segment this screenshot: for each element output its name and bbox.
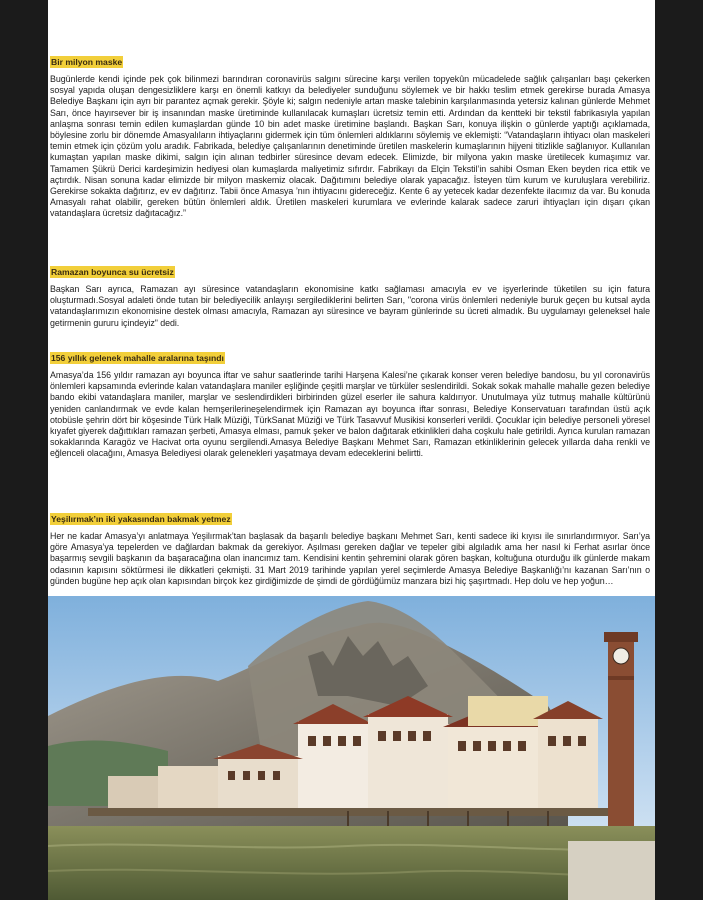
section-heading-masks: Bir milyon maske [51,57,123,67]
section-heading-water: Ramazan boyunca su ücretsiz [51,267,174,277]
amasya-riverside-houses-photo [48,596,655,900]
section-body-masks: Bugünlerde kendi içinde pek çok bilinmezi barındıran coronavirüs salgını sürecine karşı verilen topyekûn mücadelede sağlık çalışanları başı çekerken sosyal yapıda oluşan dengesizliklere karşı en önemli katkıyı da belediyeler sunduğunu söylemek ve bir hakkı teslim etmek gerekirse burada Amasya Belediye Başkanı için ayrı bir parantez açmak gerekir. Şöyle ki; salgın nedeniyle artan maske talebinin karşılanmasında yetersiz kalınan günlerde Mehmet Sarı, önce hayırsever bir iş insanından maske üretiminde kullanılacak kumaşları ücretsiz temin etti. Ardından da kentteki bir tekstil fabrikasıyla yapılan anlaşma sonrası temin edilen kumaşlardan günde 10 bin adet maske üretimine başlandı. Başkan Sarı, konuya ilişkin o günlerde yaptığı açıklamada, böylesine zorlu bir dönemde Amasyalıların ihtiyaçlarını gidermek için tüm önlemleri aldıklarını söylemiş ve eklemişti: “Vatandaşların ihtiyacı olan maskeleri temin etmek için çözüm yolu aradık. Fabrikada, belediye çalışanlarının denetiminde üretilen maskelerin kumaşlarının hijyeni titizlikle sağlanıyor. Kullanılan kumaştan yapılan maske dikimi, salgın için alınan tedbirler süresince devam edecek. Elimizde, bir milyona yakın maske üretilecek kumaşımız var. Tamamen Şükrü Derici kardeşimizin hediyesi olan kumaşlarda maliyetimiz sıfırdır. Fabrikayı da Elçin Tekstil’in sahibi Osman Eken beyden rica ettik ve açtırdık. Nisan sonuna kadar elimizde bir milyon maskemiz olacak. Dağıtımını belediye olarak yapacağız. İsteyen tüm kurum ve kuruluşlara verebiliriz. Gerekirse sokakta dağıtırız, ev ev dağıtırız. Tabii önce Amasya ’nın ihtiyacını gidereceğiz. Kente 6 ay yetecek kadar dezenfekte ilacımız da var. Bu konuda Amasyalı rahat olabilir, gereken bütün önlemleri aldık. Üretilen maskeleri kurumlara ve evlerinde kalarak sadece zaruri ihtiyaçları için dışarı çıkan vatandaşlara ücretsiz dağıtacağız.” [50,74,650,219]
right-margin [655,0,703,900]
section-body-yesilirmak: Her ne kadar Amasya’yı anlatmaya Yeşilırmak’tan başlasak da başarılı belediye başkanı Mehmet Sarı, kenti sadece iki kıyısı ile sınırlandırmıyor. Sarı’ya göre Amasya’ya tepelerden ve dağlardan bakmak da gerekiyor. Aşılması gereken dağlar ve tepeler gibi algıladık ama her nasıl ki Ferhat asırlar önce başarmış sevgili başkanın da başaracağına olan inancımız tam. Kendisini kentin şehremini olarak gören başkan, koltuğuna oturduğu ilk günlerde makam odasının kapısını söktürmesi ile dikkatleri çekmişti. 31 Mart 2019 tarihinde yapılan yerel seçimlerde Amasya Belediye Başkanlığı’nı kazanan Sarı’nın o günden bugüne hep açık olan kapısından birçok kez girdiğimizde de şimdi de gördüğümüz manzara bizi hiç şaşırtmadı. Hep dolu ve hep yoğun… [50,531,650,586]
section-heading-tradition: 156 yıllık gelenek mahalle aralarına taşındı [51,353,224,363]
section-heading-yesilirmak: Yeşilırmak’ın iki yakasından bakmak yetmez [51,514,231,524]
section-body-tradition: Amasya’da 156 yıldır ramazan ayı boyunca iftar ve sahur saatlerinde tarihi Harşena Kalesi’ne çıkarak konser veren belediye bandosu, bu yıl coronavirüs önlemleri kapsamında evlerinde kalan vatandaşlara maniler eşliğinde çeşitli marşlar ve türküler seslendirildi. Sokak sokak mahalle mahalle gezen belediye bando ekibi vatandaşlara maniler, marşlar ve seslendirdikleri birbirinden güzel eserler ile sahura kaldırıyor. Unutulmaya yüz tutmuş mahalle kültürünü yeniden canlandırmak ve evde kalan hemşerilerineşelendirmek için Ramazan ayı boyunca iftar sonrası, Belediye Konservatuarı tarafından üstü açık otobüsle şehrin dört bir köşesinde Türk Halk Müziği, TürkSanat Müziği ve Türk Tasavvuf Musikisi konserleri verildi. Çocuklar için belediye personeli yöresel kıyafet giyerek dağıttıkları ramazan şerbeti, Amasya elması, pamuk şeker ve balon dağıtarak etkinlikleri daha coşkulu hale getirildi. Ayrıca kurulan ramazan sokaklarında Karagöz ve Hacivat orta oyunu sergilendi.Amasya Belediye Başkanı Mehmet Sarı, Ramazan etkinliklerinin gelecek yıllarda daha renkli ve eğlenceli olacağını, Amasya Belediyesi olarak gelenekleri yaşatmaya devam edeceklerini belirtti. [50,370,650,459]
left-margin [0,0,48,900]
section-body-water: Başkan Sarı ayrıca, Ramazan ayı süresince vatandaşların ekonomisine katkı sağlaması amacıyla ev ve işyerlerinde tüketilen su için fatura oluşturmadı.Sosyal adaleti önde tutan bir belediyecilik anlayışı sergilediklerini belirten Sarı, "corona virüs önlemleri nedeniyle buruk geçen bu kutsal ayda vatandaşlarımızın ekonomisine destek olması amacıyla, Ramazan ayı süresince ve bayram günlerinde su ücreti almadık. Bu uygulamayı geleneksel hale getirmenin gururu içindeyiz" dedi. [50,284,650,328]
